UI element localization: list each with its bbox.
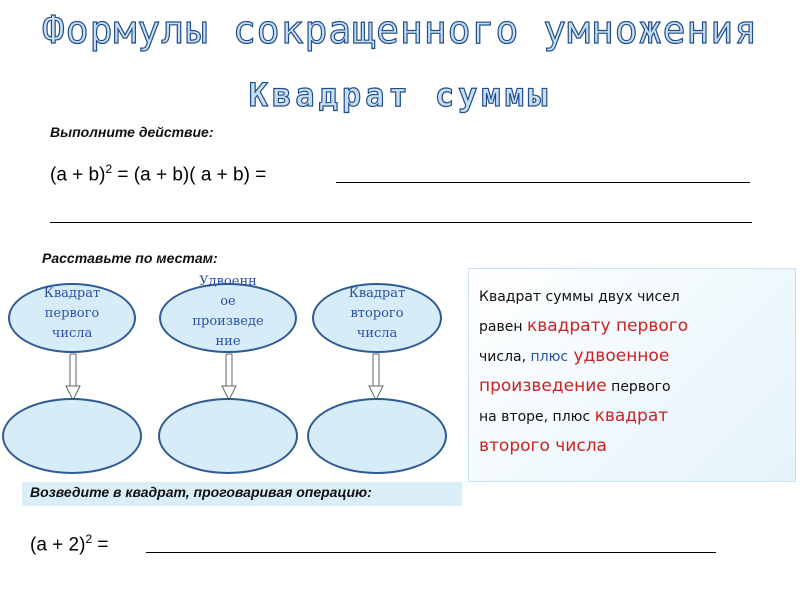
answer-slot-3[interactable] <box>307 398 447 474</box>
task3-answer-line[interactable] <box>146 552 716 553</box>
task1-formula-base: (a + b) <box>50 164 106 186</box>
arrow-down-icon <box>66 354 80 400</box>
task3-formula <box>30 532 109 556</box>
oval-square-first-label: Квадрат первого числа <box>43 286 101 341</box>
task3-formula-exponent: 2 <box>85 532 93 546</box>
page-title: Формулы сокращенного умножения <box>41 8 759 52</box>
task1-formula-exponent: 2 <box>105 162 113 176</box>
task3-instruction: Возведите в квадрат, проговаривая операцию: <box>30 484 372 500</box>
page-subtitle: Квадрат суммы <box>248 76 552 114</box>
task3-instruction-box <box>22 482 462 506</box>
rule-callout <box>468 268 796 482</box>
rule-line-3: числа, плюс удвоенное <box>479 346 670 366</box>
task3-formula-rest: = <box>92 534 109 556</box>
task3-formula-base: (a + 2) <box>30 534 86 556</box>
rule-line-5: на вторе, плюс квадрат <box>479 406 669 426</box>
task1-formula-rest: = (a + b)( a + b) = <box>112 164 267 186</box>
answer-slot-2[interactable] <box>158 398 298 474</box>
oval-double-product-label: Удвоенн ое произведе ние <box>192 274 264 349</box>
rule-line-6: второго числа <box>479 436 607 456</box>
answer-slot-1[interactable] <box>2 398 142 474</box>
task2-instruction: Расставьте по местам: <box>42 250 218 266</box>
oval-square-second-label: Квадрат второго числа <box>348 286 406 341</box>
task1-instruction: Выполните действие: <box>50 124 214 140</box>
arrow-down-icon <box>369 354 383 400</box>
rule-line-2: равен квадрату первого <box>479 316 689 336</box>
rule-line-1: Квадрат суммы двух чисел <box>479 289 680 305</box>
arrow-down-icon <box>222 354 236 400</box>
rule-line-4: произведение первого <box>479 376 671 396</box>
